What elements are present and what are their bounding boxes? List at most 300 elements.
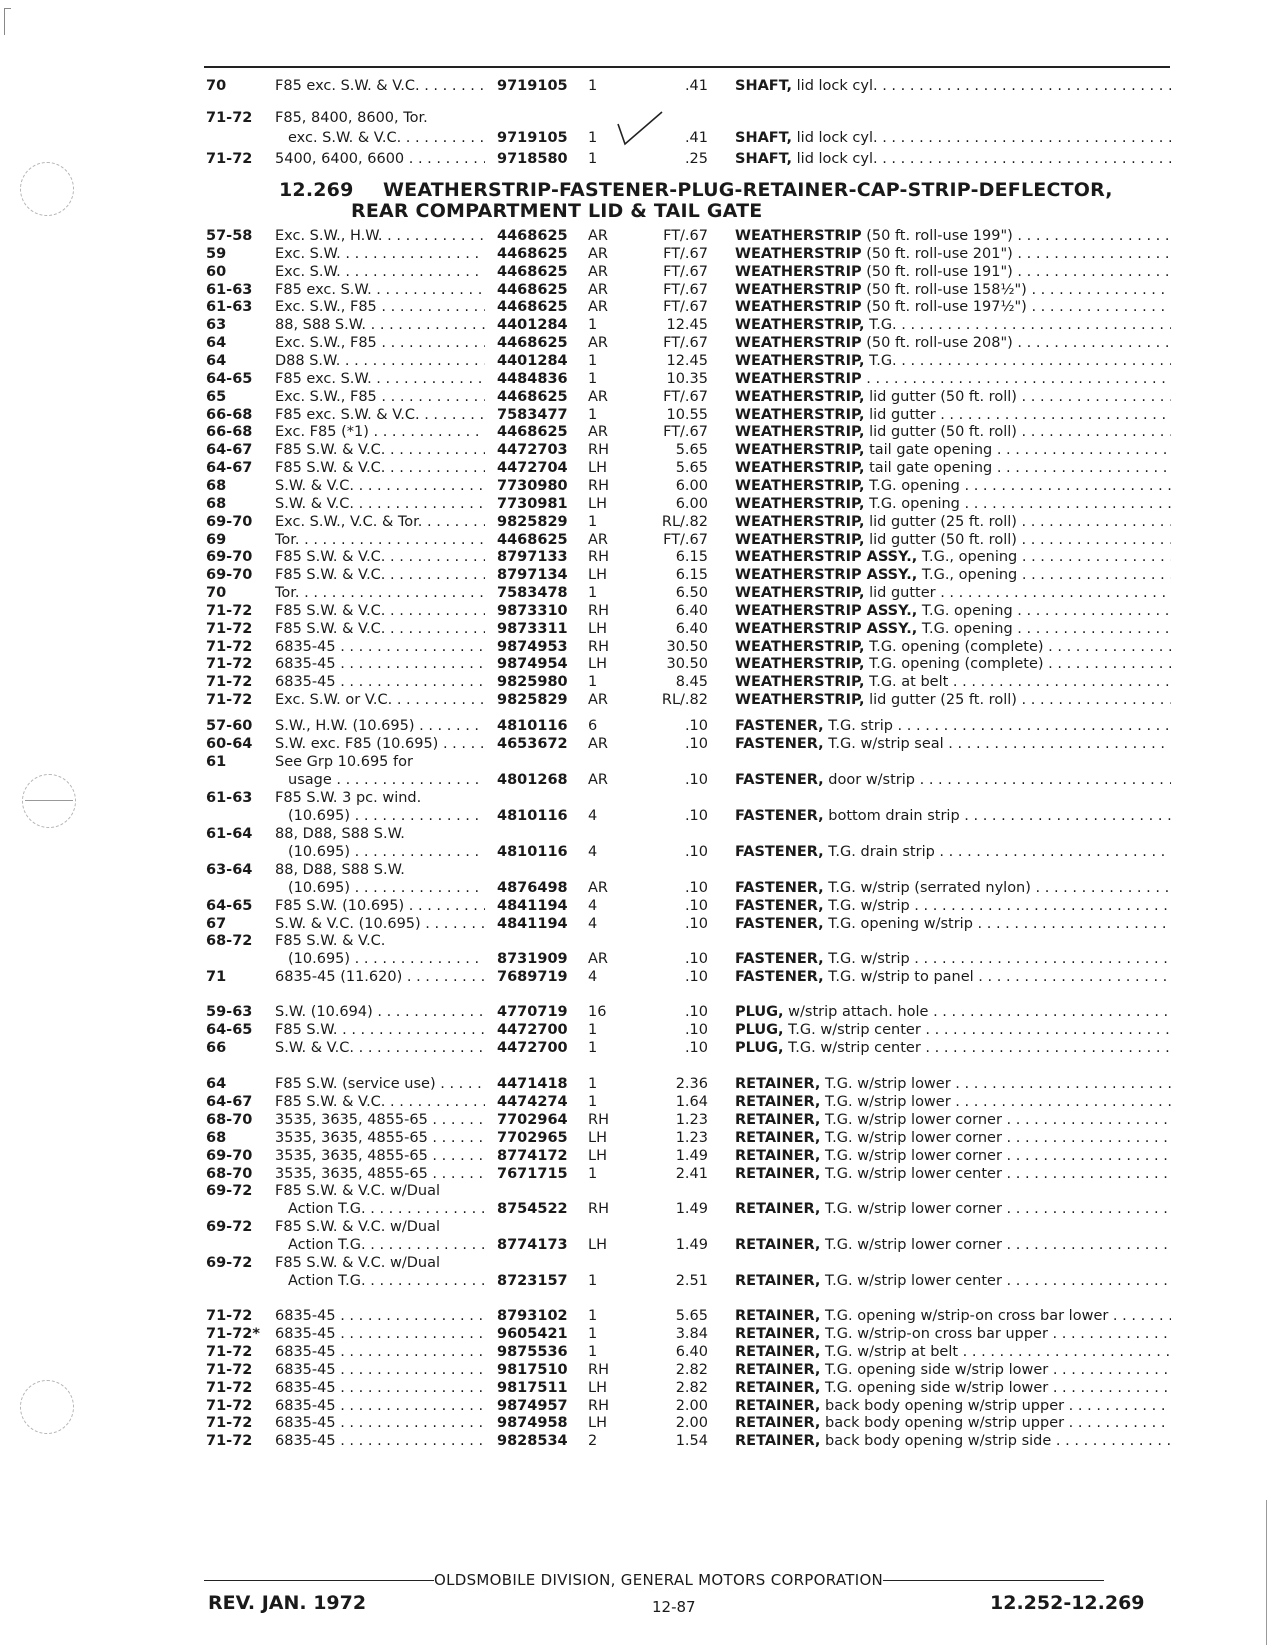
part-description bbox=[735, 950, 1171, 969]
part-number: 9718580 bbox=[497, 150, 568, 167]
part-description bbox=[735, 370, 1171, 389]
part-description bbox=[735, 897, 1171, 916]
price: 8.45 bbox=[675, 674, 708, 691]
part-name: WEATHERSTRIP ASSY., bbox=[735, 602, 918, 619]
model-year: 69-72 bbox=[206, 1183, 253, 1200]
model-year: 71-72 bbox=[206, 1361, 253, 1378]
part-number: 9825980 bbox=[497, 674, 568, 691]
part-number: 9825829 bbox=[497, 513, 568, 530]
part-detail: T.G. bbox=[869, 353, 897, 369]
table-row bbox=[0, 1307, 1274, 1326]
quantity: 1 bbox=[588, 1308, 598, 1324]
part-name: RETAINER, bbox=[735, 1379, 821, 1396]
quantity: RH bbox=[588, 638, 609, 655]
table-row bbox=[0, 1361, 1274, 1380]
table-row bbox=[0, 1325, 1274, 1344]
part-description bbox=[735, 477, 1171, 496]
part-name: WEATHERSTRIP, bbox=[735, 424, 865, 441]
footer-revision: REV. JAN. 1972 bbox=[208, 1592, 367, 1614]
part-number: 4468625 bbox=[497, 531, 568, 548]
part-description bbox=[735, 1093, 1171, 1112]
quantity: LH bbox=[588, 1147, 607, 1164]
price: 12.45 bbox=[666, 353, 708, 369]
table-row bbox=[0, 1129, 1274, 1148]
part-description bbox=[735, 602, 1171, 621]
price: 2.00 bbox=[675, 1397, 708, 1414]
table-row bbox=[0, 950, 1274, 969]
price: 2.41 bbox=[675, 1165, 708, 1182]
model-year: 57-58 bbox=[206, 228, 253, 244]
model-year: 66-68 bbox=[206, 406, 253, 423]
part-number: 4810116 bbox=[497, 843, 568, 860]
part-number: 4770719 bbox=[497, 1004, 568, 1020]
part-detail: T.G. opening side w/strip lower bbox=[825, 1361, 1049, 1378]
model-description: usage . . . bbox=[288, 771, 484, 790]
part-number: 4841194 bbox=[497, 915, 568, 932]
quantity: 4 bbox=[588, 969, 598, 986]
table-row bbox=[0, 968, 1274, 987]
footer-rule-right bbox=[883, 1580, 1104, 1581]
part-name: RETAINER, bbox=[735, 1147, 821, 1164]
price: 1.54 bbox=[675, 1433, 708, 1450]
model-year: 60 bbox=[206, 263, 227, 280]
model-description: F85 S.W. & V.C. bbox=[275, 933, 386, 950]
part-number: 7671715 bbox=[497, 1165, 568, 1182]
part-name: SHAFT, bbox=[735, 150, 793, 167]
part-number: 8754522 bbox=[497, 1201, 568, 1218]
model-description: Action T.G. . . . bbox=[288, 1272, 484, 1291]
table-row bbox=[0, 1432, 1274, 1451]
part-number: 4468625 bbox=[497, 388, 568, 405]
part-number: 4468625 bbox=[497, 335, 568, 352]
model-year: 64 bbox=[206, 353, 227, 369]
part-detail: lid lock cyl. bbox=[796, 78, 878, 94]
model-year: 71-72 bbox=[206, 656, 253, 673]
part-detail: tail gate opening bbox=[869, 460, 993, 477]
part-number: 4472700 bbox=[497, 1022, 568, 1038]
part-name: WEATHERSTRIP, bbox=[735, 442, 865, 459]
quantity: RH bbox=[588, 602, 609, 619]
part-detail: T.G. w/strip-on cross bar upper bbox=[825, 1325, 1048, 1342]
model-description: F85 S.W. & V.C. . . . bbox=[275, 459, 485, 478]
model-year: 59 bbox=[206, 245, 227, 262]
part-description bbox=[735, 771, 1171, 790]
price: 6.40 bbox=[675, 1343, 708, 1360]
price: 2.00 bbox=[675, 1415, 708, 1432]
part-name: RETAINER, bbox=[735, 1201, 821, 1218]
part-detail: T.G. w/strip seal bbox=[828, 736, 944, 752]
price: 1.49 bbox=[675, 1237, 708, 1254]
table-row bbox=[0, 1039, 1274, 1058]
part-name: RETAINER, bbox=[735, 1111, 821, 1128]
price: FT/.67 bbox=[663, 531, 708, 548]
quantity: AR bbox=[588, 424, 608, 441]
part-number: 9825829 bbox=[497, 692, 568, 709]
table-row bbox=[0, 620, 1274, 639]
quantity: RH bbox=[588, 442, 609, 459]
table-row bbox=[0, 423, 1274, 442]
part-name: RETAINER, bbox=[735, 1415, 821, 1432]
part-name: RETAINER, bbox=[735, 1129, 821, 1146]
part-number: 8797133 bbox=[497, 549, 568, 566]
part-detail: T.G. opening w/strip-on cross bar lower . bbox=[825, 1308, 1118, 1324]
part-name: WEATHERSTRIP bbox=[735, 370, 862, 387]
model-year: 69-70 bbox=[206, 567, 253, 584]
quantity: 1 bbox=[588, 353, 598, 369]
price: .25 bbox=[684, 150, 708, 167]
model-year: 64-65 bbox=[206, 370, 253, 387]
model-description: 6835-45 . . . bbox=[275, 1325, 485, 1344]
price: 2.36 bbox=[675, 1076, 708, 1092]
part-description bbox=[735, 388, 1171, 407]
part-description bbox=[735, 1414, 1171, 1433]
part-name: SHAFT, bbox=[735, 130, 793, 146]
model-year: 64-65 bbox=[206, 1022, 253, 1038]
model-year: 71-72 bbox=[206, 602, 253, 619]
table-row bbox=[0, 1111, 1274, 1130]
quantity: 16 bbox=[588, 1004, 607, 1020]
table-row bbox=[0, 109, 1274, 128]
quantity: 1 bbox=[588, 585, 598, 601]
table-row bbox=[0, 638, 1274, 657]
table-row bbox=[0, 691, 1274, 710]
part-description bbox=[735, 1272, 1171, 1291]
table-row bbox=[0, 932, 1274, 951]
part-name: RETAINER, bbox=[735, 1361, 821, 1378]
quantity: 1 bbox=[588, 1076, 598, 1092]
price: FT/.67 bbox=[663, 299, 708, 316]
model-description: F85 S.W. . . . bbox=[275, 1021, 485, 1040]
price: 5.65 bbox=[675, 442, 708, 459]
part-number: 4653672 bbox=[497, 736, 568, 752]
model-description: F85 S.W. (service use) . . . bbox=[275, 1075, 485, 1094]
part-detail: tail gate opening bbox=[869, 442, 993, 459]
model-year: 60-64 bbox=[206, 736, 253, 752]
table-row bbox=[0, 566, 1274, 585]
price: FT/.67 bbox=[663, 388, 708, 405]
table-row bbox=[0, 352, 1274, 371]
model-year: 67 bbox=[206, 915, 227, 932]
quantity: 1 bbox=[588, 150, 598, 167]
part-name: WEATHERSTRIP, bbox=[735, 656, 865, 673]
quantity: 1 bbox=[588, 1165, 598, 1182]
model-year: 64-65 bbox=[206, 897, 253, 914]
part-detail: back body opening w/strip upper bbox=[825, 1415, 1065, 1432]
quantity: 4 bbox=[588, 843, 598, 860]
part-detail: T.G., opening bbox=[921, 567, 1018, 584]
part-number: 7583477 bbox=[497, 406, 568, 423]
table-row bbox=[0, 388, 1274, 407]
table-row bbox=[0, 441, 1274, 460]
model-description: Exc. S.W., F85 . . . bbox=[275, 388, 485, 407]
part-number: 4401284 bbox=[497, 353, 568, 369]
part-detail: T.G. w/strip center bbox=[788, 1040, 921, 1056]
model-description: 3535, 3635, 4855-65 . . . bbox=[275, 1111, 485, 1130]
part-number: 7689719 bbox=[497, 969, 568, 986]
part-description bbox=[735, 298, 1171, 317]
price: .10 bbox=[684, 718, 708, 734]
part-detail: T.G. w/strip lower corner bbox=[825, 1111, 1002, 1128]
part-description bbox=[735, 423, 1171, 442]
model-description: 3535, 3635, 4855-65 . . . bbox=[275, 1147, 485, 1166]
table-row bbox=[0, 807, 1274, 826]
price: FT/.67 bbox=[663, 245, 708, 262]
model-year: 71-72 bbox=[206, 1343, 253, 1360]
part-detail: T.G. at belt bbox=[869, 674, 949, 691]
price: .10 bbox=[684, 1022, 708, 1038]
quantity: LH bbox=[588, 567, 607, 584]
part-description bbox=[735, 263, 1171, 282]
table-row bbox=[0, 1254, 1274, 1273]
price: 2.82 bbox=[675, 1361, 708, 1378]
quantity: AR bbox=[588, 879, 608, 896]
price: .10 bbox=[684, 969, 708, 986]
table-row bbox=[0, 406, 1274, 425]
part-description bbox=[735, 1021, 1171, 1040]
part-number: 4841194 bbox=[497, 897, 568, 914]
part-detail: T.G. bbox=[869, 317, 897, 334]
part-name: FASTENER, bbox=[735, 969, 824, 986]
quantity: 1 bbox=[588, 370, 598, 387]
table-row bbox=[0, 1165, 1274, 1184]
model-description: 6835-45 . . . bbox=[275, 1307, 485, 1326]
part-detail: T.G. opening w/strip bbox=[828, 915, 973, 932]
part-name: RETAINER, bbox=[735, 1433, 821, 1450]
section-title-line1: WEATHERSTRIP-FASTENER-PLUG-RETAINER-CAP-STRIP-DEFLECTOR, bbox=[383, 179, 1113, 201]
quantity: LH bbox=[588, 656, 607, 673]
part-detail: T.G. w/strip to panel bbox=[828, 969, 974, 986]
part-description bbox=[735, 1307, 1171, 1326]
part-name: PLUG, bbox=[735, 1040, 784, 1056]
model-year: 71-72 bbox=[206, 674, 253, 691]
table-row bbox=[0, 1343, 1274, 1362]
price: 10.55 bbox=[666, 406, 708, 423]
model-description: See Grp 10.695 for bbox=[275, 753, 413, 770]
model-year: 71-72 bbox=[206, 1308, 253, 1324]
model-description: F85 S.W. & V.C. . . . bbox=[275, 441, 485, 460]
price: 10.35 bbox=[666, 370, 708, 387]
part-number: 8731909 bbox=[497, 951, 568, 968]
model-description: Exc. S.W. . . . bbox=[275, 263, 485, 282]
price: 6.15 bbox=[675, 567, 708, 584]
quantity: 1 bbox=[588, 1343, 598, 1360]
part-description bbox=[735, 1075, 1171, 1094]
quantity: AR bbox=[588, 245, 608, 262]
model-description: 6835-45 . . . bbox=[275, 655, 485, 674]
part-name: WEATHERSTRIP, bbox=[735, 495, 865, 512]
section-title-line2: REAR COMPARTMENT LID & TAIL GATE bbox=[351, 200, 763, 222]
part-name: RETAINER, bbox=[735, 1076, 821, 1092]
part-description bbox=[735, 150, 1171, 169]
quantity: RH bbox=[588, 477, 609, 494]
model-year: 64 bbox=[206, 1076, 227, 1092]
part-detail: lid gutter bbox=[869, 406, 936, 423]
part-detail: T.G. w/strip at belt bbox=[825, 1343, 959, 1360]
model-year: 71-72 bbox=[206, 692, 253, 709]
part-detail: (50 ft. roll-use 201") bbox=[866, 245, 1013, 262]
model-year: 69-72 bbox=[206, 1219, 253, 1236]
part-number: 8793102 bbox=[497, 1308, 568, 1324]
part-description bbox=[735, 915, 1171, 934]
table-row bbox=[0, 459, 1274, 478]
part-detail: lid lock cyl. bbox=[796, 130, 878, 146]
part-number: 4472700 bbox=[497, 1040, 568, 1056]
part-detail: T.G. w/strip lower center bbox=[825, 1165, 1002, 1182]
model-description: F85 S.W. & V.C. w/Dual bbox=[275, 1219, 441, 1236]
part-number: 9875536 bbox=[497, 1343, 568, 1360]
part-name: RETAINER, bbox=[735, 1308, 821, 1324]
part-detail: T.G. opening bbox=[869, 477, 960, 494]
price: 1.23 bbox=[675, 1111, 708, 1128]
quantity: AR bbox=[588, 335, 608, 352]
model-year: 57-60 bbox=[206, 718, 253, 734]
model-year: 69 bbox=[206, 531, 227, 548]
model-description: F85 S.W. & V.C. w/Dual bbox=[275, 1255, 441, 1271]
part-detail: T.G. w/strip (serrated nylon) bbox=[828, 879, 1031, 896]
price: 2.51 bbox=[675, 1272, 708, 1289]
quantity: 4 bbox=[588, 807, 598, 824]
part-number: 9719105 bbox=[497, 130, 568, 146]
table-row bbox=[0, 673, 1274, 692]
part-number: 4472704 bbox=[497, 460, 568, 477]
table-row bbox=[0, 1075, 1274, 1094]
model-description: Exc. S.W., V.C. & Tor. . . . bbox=[275, 513, 485, 532]
part-name: WEATHERSTRIP ASSY., bbox=[735, 567, 918, 584]
part-description bbox=[735, 1147, 1171, 1166]
part-description bbox=[735, 129, 1171, 148]
model-description: (10.695) . . . bbox=[288, 807, 484, 826]
part-description bbox=[735, 227, 1171, 246]
model-description: F85 S.W. & V.C. . . . bbox=[275, 548, 485, 567]
price: 30.50 bbox=[666, 656, 708, 673]
model-year: 65 bbox=[206, 388, 227, 405]
quantity: 1 bbox=[588, 406, 598, 423]
footer-section-range: 12.252-12.269 bbox=[990, 1592, 1145, 1614]
quantity: 1 bbox=[588, 1093, 598, 1110]
model-year: 68-70 bbox=[206, 1165, 253, 1182]
quantity: RH bbox=[588, 1361, 609, 1378]
model-description: Exc. F85 (*1) . . . bbox=[275, 423, 485, 442]
model-description: 6835-45 . . . bbox=[275, 638, 485, 657]
part-name: WEATHERSTRIP, bbox=[735, 513, 865, 530]
model-description: Exc. S.W., H.W. . . . bbox=[275, 227, 485, 246]
table-row bbox=[0, 245, 1274, 264]
part-description bbox=[735, 735, 1171, 754]
part-number: 9817510 bbox=[497, 1361, 568, 1378]
part-description bbox=[735, 879, 1171, 898]
part-name: WEATHERSTRIP, bbox=[735, 460, 865, 477]
part-name: WEATHERSTRIP, bbox=[735, 692, 865, 709]
part-description bbox=[735, 513, 1171, 532]
quantity: 1 bbox=[588, 78, 598, 94]
quantity: LH bbox=[588, 1379, 607, 1396]
part-detail: (50 ft. roll-use 158½") bbox=[866, 281, 1027, 298]
quantity: LH bbox=[588, 1415, 607, 1432]
part-number: 7730980 bbox=[497, 477, 568, 494]
table-row bbox=[0, 897, 1274, 916]
part-description bbox=[735, 245, 1171, 264]
table-row bbox=[0, 227, 1274, 246]
quantity: AR bbox=[588, 228, 608, 244]
part-detail: w/strip attach. hole bbox=[788, 1004, 929, 1020]
price: FT/.67 bbox=[663, 424, 708, 441]
part-name: RETAINER, bbox=[735, 1237, 821, 1254]
price: .10 bbox=[684, 915, 708, 932]
part-name: WEATHERSTRIP, bbox=[735, 406, 865, 423]
table-row bbox=[0, 602, 1274, 621]
price: .10 bbox=[684, 1004, 708, 1020]
price: 6.00 bbox=[675, 477, 708, 494]
price: .10 bbox=[684, 771, 708, 788]
part-detail: T.G. w/strip lower corner bbox=[825, 1147, 1002, 1164]
table-row bbox=[0, 655, 1274, 674]
price: .10 bbox=[684, 897, 708, 914]
model-description: S.W. & V.C. . . . bbox=[275, 495, 485, 514]
model-year: 70 bbox=[206, 78, 227, 94]
price: 5.65 bbox=[675, 1308, 708, 1324]
part-number: 4468625 bbox=[497, 263, 568, 280]
section-number: 12.269 bbox=[279, 179, 354, 201]
model-year: 66 bbox=[206, 1040, 227, 1056]
part-description bbox=[735, 1343, 1171, 1362]
model-description: Action T.G. . . . bbox=[288, 1236, 484, 1255]
part-name: SHAFT, bbox=[735, 78, 793, 94]
part-description bbox=[735, 77, 1171, 96]
quantity: 1 bbox=[588, 674, 598, 691]
model-description: S.W. (10.694) . . . bbox=[275, 1003, 485, 1022]
part-description bbox=[735, 1165, 1171, 1184]
part-detail: T.G. opening side w/strip lower bbox=[825, 1379, 1049, 1396]
quantity: 1 bbox=[588, 1325, 598, 1342]
price: 1.49 bbox=[675, 1147, 708, 1164]
model-year: 69-70 bbox=[206, 549, 253, 566]
model-description: F85 S.W. (10.695) . . . bbox=[275, 897, 485, 916]
part-number: 4810116 bbox=[497, 718, 568, 734]
model-description: S.W. exc. F85 (10.695) . . . bbox=[275, 735, 485, 754]
part-number: 4471418 bbox=[497, 1076, 568, 1092]
price: 30.50 bbox=[666, 638, 708, 655]
part-number: 4468625 bbox=[497, 245, 568, 262]
part-number: 9828534 bbox=[497, 1433, 568, 1450]
model-year: 71-72 bbox=[206, 1415, 253, 1432]
table-row bbox=[0, 879, 1274, 898]
model-year: 69-70 bbox=[206, 513, 253, 530]
part-detail: T.G. w/strip bbox=[828, 951, 910, 968]
part-description bbox=[735, 1003, 1171, 1022]
quantity: AR bbox=[588, 263, 608, 280]
part-number: 4401284 bbox=[497, 317, 568, 334]
part-detail: lid gutter (50 ft. roll) bbox=[869, 531, 1017, 548]
model-description: 6835-45 . . . bbox=[275, 1379, 485, 1398]
model-year: 64-67 bbox=[206, 460, 253, 477]
part-description bbox=[735, 531, 1171, 550]
part-detail: back body opening w/strip upper bbox=[825, 1397, 1065, 1414]
model-description: Exc. S.W. . . . bbox=[275, 245, 485, 264]
part-name: WEATHERSTRIP ASSY., bbox=[735, 549, 918, 566]
price: 5.65 bbox=[675, 460, 708, 477]
table-row bbox=[0, 1147, 1274, 1166]
part-number: 9874957 bbox=[497, 1397, 568, 1414]
part-name: WEATHERSTRIP bbox=[735, 263, 862, 280]
quantity: 6 bbox=[588, 718, 598, 734]
price: FT/.67 bbox=[663, 263, 708, 280]
part-detail: T.G. w/strip lower corner bbox=[825, 1237, 1002, 1254]
price: 1.23 bbox=[675, 1129, 708, 1146]
model-description: F85 S.W. 3 pc. wind. bbox=[275, 789, 422, 806]
model-description: 6835-45 . . . bbox=[275, 1414, 485, 1433]
model-year: 64 bbox=[206, 335, 227, 352]
part-name: RETAINER, bbox=[735, 1165, 821, 1182]
